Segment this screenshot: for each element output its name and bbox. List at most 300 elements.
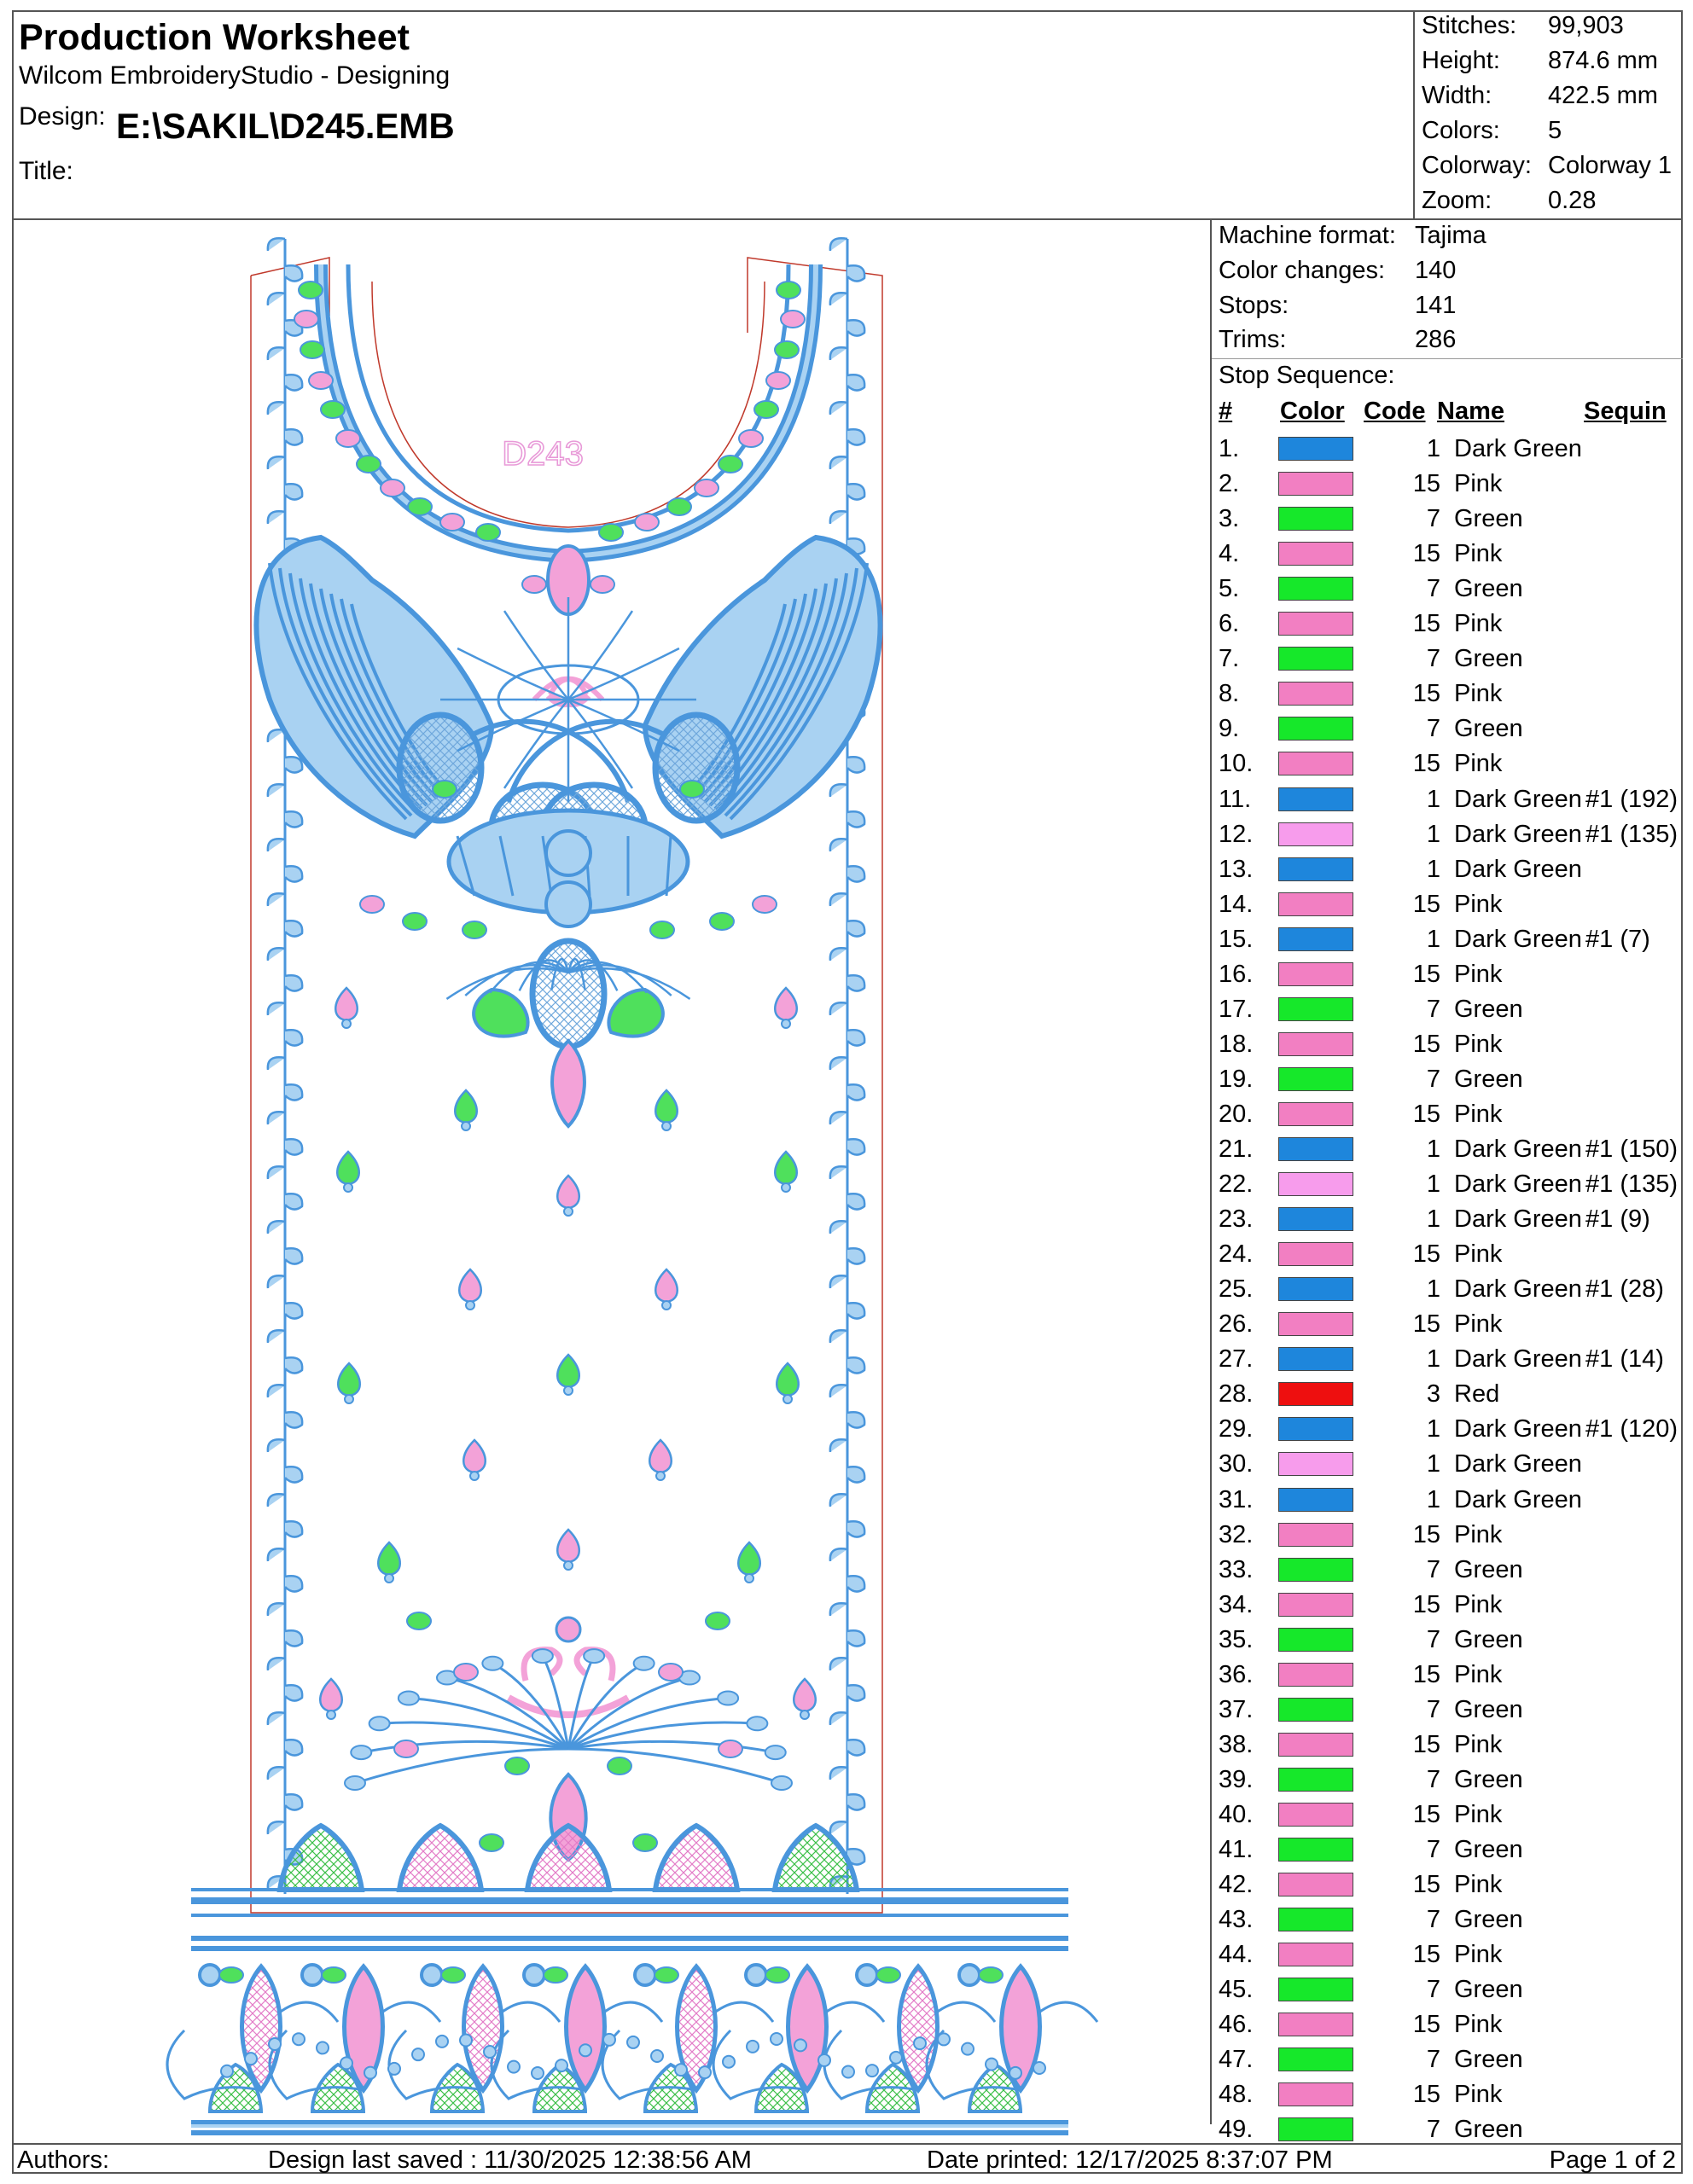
stop-number: 11. [1219, 785, 1252, 813]
vine-leaf [285, 1467, 302, 1482]
stop-number: 28. [1219, 1380, 1254, 1409]
thread-code: 7 [1426, 1625, 1440, 1653]
border-leaf-dot [317, 2042, 329, 2053]
stat-label: Colorway: [1422, 152, 1532, 179]
divider [1212, 358, 1683, 359]
thread-code: 1 [1426, 435, 1440, 462]
border-leaf-dot [556, 2059, 567, 2071]
color-swatch [1278, 1277, 1353, 1301]
stop-row [1212, 607, 1683, 642]
thread-code: 7 [1426, 1976, 1440, 2004]
border-vine [500, 2002, 560, 2022]
stop-number: 15. [1219, 925, 1254, 953]
bottom-arch-motif [527, 1826, 609, 1890]
color-swatch [1278, 1873, 1353, 1896]
embroidery-artwork [14, 222, 1208, 2141]
neck-leaf [294, 311, 318, 328]
bottom-leaf [399, 1692, 419, 1705]
buti-motif [655, 1090, 678, 1130]
vine-leaf [847, 265, 864, 281]
vine-leaf [268, 1221, 285, 1234]
vine-leaf [268, 784, 285, 797]
machine-label: Color changes: [1219, 257, 1386, 284]
color-swatch [1278, 857, 1353, 881]
border-flower [857, 1965, 877, 1985]
buti-leaf [649, 1440, 672, 1472]
thread-code: 1 [1426, 1345, 1440, 1374]
stop-number: 33. [1219, 1555, 1254, 1583]
color-swatch [1278, 507, 1353, 531]
thread-code: 15 [1412, 1660, 1440, 1688]
stop-number: 10. [1219, 750, 1254, 778]
vine-leaf [268, 456, 285, 469]
accent-leaf [360, 896, 384, 913]
stop-row [1212, 467, 1683, 502]
thread-code: 15 [1412, 1030, 1440, 1058]
stop-row [1212, 677, 1683, 712]
stat-value: 5 [1548, 117, 1562, 144]
stop-number: 48. [1219, 2081, 1254, 2109]
thread-name: Green [1454, 1625, 1523, 1653]
neck-leaf [739, 430, 763, 447]
stop-row [1212, 1237, 1683, 1272]
color-swatch [1278, 1382, 1353, 1406]
stop-row [1212, 1342, 1683, 1377]
vine-leaf [830, 456, 847, 469]
vine-leaf [285, 429, 302, 444]
thread-name: Green [1454, 1555, 1523, 1583]
stat-label: Height: [1422, 47, 1500, 74]
stop-row [1212, 2077, 1683, 2112]
vine-leaf [830, 1275, 847, 1288]
neck-band-highlight [321, 264, 816, 556]
date-printed: Date printed: 12/17/2025 8:37:07 PM [927, 2146, 1333, 2174]
stop-row [1212, 922, 1683, 957]
vine-leaf [285, 1630, 302, 1646]
bottom-accent-leaf [719, 1740, 742, 1757]
neck-leaf [781, 311, 805, 328]
thread-name: Pink [1454, 890, 1503, 918]
thread-code: 7 [1426, 715, 1440, 743]
bottom-leaf [351, 1745, 371, 1759]
stop-row [1212, 642, 1683, 677]
page-number: Page 1 of 2 [1549, 2146, 1676, 2174]
stop-row [1212, 2007, 1683, 2042]
border-flower [524, 1965, 544, 1985]
buti-leaf [655, 1269, 678, 1302]
vine-leaf [285, 1139, 302, 1154]
color-swatch [1278, 612, 1353, 636]
stop-number: 4. [1219, 540, 1240, 568]
buti-dot [662, 1301, 671, 1310]
vine-leaf [830, 1112, 847, 1124]
thread-name: Pink [1454, 1871, 1503, 1899]
stop-row [1212, 1132, 1683, 1167]
stop-row [1212, 1412, 1683, 1447]
thread-code: 7 [1426, 995, 1440, 1023]
thread-code: 1 [1426, 1170, 1440, 1199]
border-leaf-dot [484, 2046, 496, 2058]
buti-motif [655, 1269, 678, 1310]
thread-name: Green [1454, 2046, 1523, 2074]
color-swatch [1278, 577, 1353, 601]
accent-leaf [753, 896, 777, 913]
border-leaf-dot [771, 2033, 783, 2045]
vine-leaf [847, 1740, 864, 1755]
vine-leaf [285, 757, 302, 772]
paisley-net-oval [655, 715, 737, 821]
thread-name: Green [1454, 1906, 1523, 1934]
border-leaf [544, 1967, 567, 1983]
vine-leaf [268, 293, 285, 305]
bottom-arch-motif [399, 1826, 481, 1890]
stop-row [1212, 2042, 1683, 2077]
stop-number: 36. [1219, 1660, 1254, 1688]
thread-name: Dark Green [1454, 1345, 1582, 1374]
stop-row [1212, 572, 1683, 607]
border-leaf-dot [938, 2033, 950, 2045]
border-flower [959, 1965, 980, 1985]
stop-number: 34. [1219, 1590, 1254, 1618]
stop-row [1212, 1483, 1683, 1518]
border-leaf-dot [962, 2043, 974, 2055]
border-leaf-dot [1009, 2067, 1021, 2079]
stop-row [1212, 1658, 1683, 1693]
vine-leaf [268, 839, 285, 851]
stop-number: 26. [1219, 1310, 1254, 1339]
vine-leaf [268, 893, 285, 906]
color-swatch [1278, 1417, 1353, 1441]
stat-label: Stitches: [1422, 12, 1517, 39]
thread-code: 15 [1412, 1240, 1440, 1269]
sequin-info: #1 (135) [1585, 1170, 1678, 1199]
stop-number: 31. [1219, 1485, 1254, 1513]
stop-row [1212, 1553, 1683, 1588]
stop-number: 43. [1219, 1906, 1254, 1934]
thread-name: Dark Green [1454, 925, 1582, 953]
col-header-num: # [1219, 398, 1233, 425]
neck-leaf [754, 401, 778, 418]
bottom-accent-leaf [633, 1834, 657, 1851]
thread-code: 1 [1426, 1136, 1440, 1163]
vine-leaf [285, 265, 302, 281]
border-vine [824, 2002, 884, 2022]
thread-name: Green [1454, 1765, 1523, 1793]
accent-leaf [433, 781, 457, 798]
buti-leaf [463, 1440, 486, 1472]
border-leaf-dot [603, 2034, 615, 2046]
thread-code: 7 [1426, 1765, 1440, 1793]
buti-leaf [378, 1542, 400, 1575]
stop-number: 44. [1219, 1941, 1254, 1969]
thread-name: Dark Green [1454, 855, 1582, 883]
stop-row [1212, 1588, 1683, 1623]
thread-name: Green [1454, 505, 1523, 533]
bottom-leaf [634, 1657, 655, 1670]
stat-label: Colors: [1422, 117, 1500, 144]
color-swatch [1278, 1943, 1353, 1966]
embroidery-design-preview [14, 222, 1208, 2141]
vine-leaf [285, 811, 302, 827]
vine-leaf [285, 975, 302, 990]
color-swatch [1278, 1488, 1353, 1512]
bottom-leaf [532, 1649, 553, 1663]
stop-row [1212, 1062, 1683, 1097]
border-leaf [876, 1967, 900, 1983]
thread-name: Green [1454, 1976, 1523, 2004]
thread-name: Green [1454, 2116, 1523, 2144]
sequin-info: #1 (28) [1585, 1275, 1664, 1304]
center-flower [546, 831, 591, 875]
stop-number: 13. [1219, 855, 1254, 883]
thread-code: 15 [1412, 960, 1440, 988]
vine-leaf [268, 1112, 285, 1124]
stop-number: 18. [1219, 1030, 1254, 1058]
neck-leaf [309, 372, 333, 389]
vine-leaf [268, 1275, 285, 1288]
stop-row [1212, 1202, 1683, 1237]
stop-row [1212, 817, 1683, 852]
buti-leaf [777, 1363, 799, 1396]
center-net-drop [532, 941, 604, 1047]
vine-leaf [268, 1821, 285, 1834]
color-swatch [1278, 1593, 1353, 1617]
thread-code: 15 [1412, 2081, 1440, 2109]
vine-leaf [847, 975, 864, 990]
buti-dot [344, 1183, 352, 1192]
thread-name: Pink [1454, 1030, 1503, 1058]
buti-motif [775, 988, 797, 1028]
border-leaf-dot [794, 2039, 806, 2051]
vine-leaf [285, 1521, 302, 1536]
border-vine [602, 2002, 662, 2022]
thread-name: Pink [1454, 1100, 1503, 1128]
thread-code: 15 [1412, 1100, 1440, 1128]
vine-leaf [830, 1658, 847, 1670]
border-leaf-dot [293, 2033, 305, 2045]
vine-leaf [847, 1576, 864, 1591]
stat-label: Width: [1422, 82, 1492, 109]
center-flower [546, 882, 591, 926]
vine-leaf [285, 1248, 302, 1263]
last-saved: Design last saved : 11/30/2025 12:38:56 AM [268, 2146, 752, 2174]
thread-code: 1 [1426, 1450, 1440, 1478]
vine-leaf [830, 1821, 847, 1834]
vine-leaf [847, 320, 864, 335]
border-leaf-dot [675, 2064, 687, 2076]
stop-row [1212, 1798, 1683, 1833]
border-leaf-dot [890, 2052, 902, 2064]
design-label: Design: [19, 102, 106, 131]
col-header-color: Color [1280, 398, 1345, 425]
stop-number: 29. [1219, 1415, 1254, 1443]
stop-number: 17. [1219, 995, 1254, 1023]
hem-border-panel [167, 1890, 1097, 2133]
stop-number: 30. [1219, 1450, 1254, 1478]
border-flower [746, 1965, 766, 1985]
buti-leaf [794, 1679, 816, 1711]
thread-code: 7 [1426, 505, 1440, 533]
vine-leaf [285, 1357, 302, 1373]
buti-dot [656, 1472, 665, 1480]
bottom-leaf [771, 1776, 792, 1790]
thread-code: 7 [1426, 1695, 1440, 1723]
color-swatch [1278, 962, 1353, 986]
vine-leaf [830, 1603, 847, 1616]
stop-number: 21. [1219, 1136, 1254, 1163]
stop-number: 35. [1219, 1625, 1254, 1653]
bottom-vine [568, 1749, 782, 1783]
stop-number: 25. [1219, 1275, 1254, 1304]
border-leaf [322, 1967, 346, 1983]
vine-leaf [847, 429, 864, 444]
neck-band [321, 264, 816, 556]
border-leaf-dot [986, 2059, 998, 2071]
vine-leaf [847, 1794, 864, 1809]
border-flower [422, 1965, 442, 1985]
vine-leaf [830, 1330, 847, 1343]
thread-code: 7 [1426, 2116, 1440, 2144]
bottom-arch [509, 1698, 628, 1715]
vine-leaf [847, 1357, 864, 1373]
color-swatch [1278, 472, 1353, 496]
vine-leaf [847, 757, 864, 772]
stop-row [1212, 1937, 1683, 1972]
border-leaf [219, 1967, 243, 1983]
machine-value: 286 [1415, 326, 1457, 353]
vine-leaf [268, 402, 285, 415]
stop-row [1212, 992, 1683, 1027]
vine-leaf [285, 1576, 302, 1591]
stop-row [1212, 1272, 1683, 1307]
vine-leaf [268, 511, 285, 524]
thread-name: Pink [1454, 610, 1503, 638]
stop-row [1212, 1027, 1683, 1062]
stop-row [1212, 852, 1683, 887]
buti-motif [557, 1530, 579, 1570]
vine-leaf [847, 811, 864, 827]
thread-code: 1 [1426, 925, 1440, 953]
vine-leaf [830, 511, 847, 524]
buti-motif [335, 988, 358, 1028]
vine-leaf [268, 1494, 285, 1507]
buti-motif [557, 1176, 579, 1216]
thread-code: 15 [1412, 1520, 1440, 1548]
neck-leaf [775, 341, 799, 358]
thread-name: Dark Green [1454, 1136, 1582, 1163]
color-swatch [1278, 1312, 1353, 1336]
software-name: Wilcom EmbroideryStudio - Designing [19, 61, 451, 90]
thread-code: 1 [1426, 820, 1440, 848]
vine-leaf [847, 1084, 864, 1100]
page-title: Production Worksheet [19, 17, 410, 58]
thread-code: 1 [1426, 1415, 1440, 1443]
color-swatch [1278, 1067, 1353, 1091]
vine-leaf [285, 1303, 302, 1318]
neck-leaf [695, 479, 719, 497]
thread-code: 7 [1426, 1065, 1440, 1093]
thread-code: 15 [1412, 890, 1440, 918]
thread-code: 1 [1426, 1275, 1440, 1304]
thread-code: 15 [1412, 1730, 1440, 1758]
thread-name: Green [1454, 645, 1523, 673]
sequin-info: #1 (120) [1585, 1415, 1678, 1443]
paisley-net-oval [399, 715, 481, 821]
bottom-arch-motif [775, 1826, 857, 1890]
border-vine [278, 2002, 338, 2022]
color-swatch [1278, 1102, 1353, 1126]
vine-leaf [268, 1548, 285, 1561]
stop-number: 46. [1219, 2011, 1254, 2039]
border-vine [935, 2002, 995, 2022]
stop-row [1212, 1833, 1683, 1867]
col-header-name: Name [1437, 398, 1504, 425]
color-swatch [1278, 892, 1353, 916]
neck-leaf [408, 498, 432, 515]
thread-name: Pink [1454, 1941, 1503, 1969]
stop-row [1212, 1167, 1683, 1202]
bottom-accent-leaf [706, 1612, 730, 1629]
buti-dot [470, 1472, 479, 1480]
thread-name: Pink [1454, 540, 1503, 568]
border-leaf-dot [269, 2038, 281, 2050]
stop-row [1212, 1377, 1683, 1412]
bottom-leaf [369, 1716, 390, 1730]
stop-number: 1. [1219, 435, 1240, 462]
sequin-info: #1 (135) [1585, 820, 1678, 848]
border-flower [302, 1965, 323, 1985]
vine-leaf [847, 1521, 864, 1536]
thread-name: Dark Green [1454, 1170, 1582, 1199]
vine-leaf [285, 1685, 302, 1700]
vine-leaf [285, 866, 302, 881]
border-leaf-dot [1033, 2062, 1045, 2074]
design-file-path: E:\SAKIL\D245.EMB [116, 106, 455, 146]
border-leaf-dot [460, 2034, 472, 2046]
thread-code: 15 [1412, 1310, 1440, 1339]
stat-label: Zoom: [1422, 187, 1492, 214]
bottom-accent-leaf [659, 1664, 683, 1681]
border-flower [635, 1965, 655, 1985]
neck-leaf [766, 372, 790, 389]
thread-name: Pink [1454, 1240, 1503, 1269]
color-swatch [1278, 1663, 1353, 1687]
vine-leaf [847, 1467, 864, 1482]
stop-number: 9. [1219, 715, 1240, 743]
color-swatch [1278, 822, 1353, 846]
thread-name: Dark Green [1454, 1205, 1582, 1234]
thread-code: 1 [1426, 1485, 1440, 1513]
thread-code: 1 [1426, 1205, 1440, 1234]
color-swatch [1278, 2082, 1353, 2106]
neck-leaf [599, 524, 623, 541]
color-swatch [1278, 1452, 1353, 1476]
bottom-accent-leaf [407, 1612, 431, 1629]
stop-number: 8. [1219, 680, 1240, 708]
stop-row [1212, 432, 1683, 467]
stop-row [1212, 887, 1683, 922]
buti-leaf [557, 1176, 579, 1208]
buti-dot [462, 1122, 470, 1130]
vine-leaf [268, 1712, 285, 1725]
border-leaf-dot [914, 2037, 926, 2049]
thread-code: 7 [1426, 1906, 1440, 1934]
vine-leaf [847, 921, 864, 936]
stop-row [1212, 1623, 1683, 1658]
thread-name: Dark Green [1454, 435, 1582, 462]
color-swatch [1278, 1347, 1353, 1371]
stop-row [1212, 746, 1683, 781]
